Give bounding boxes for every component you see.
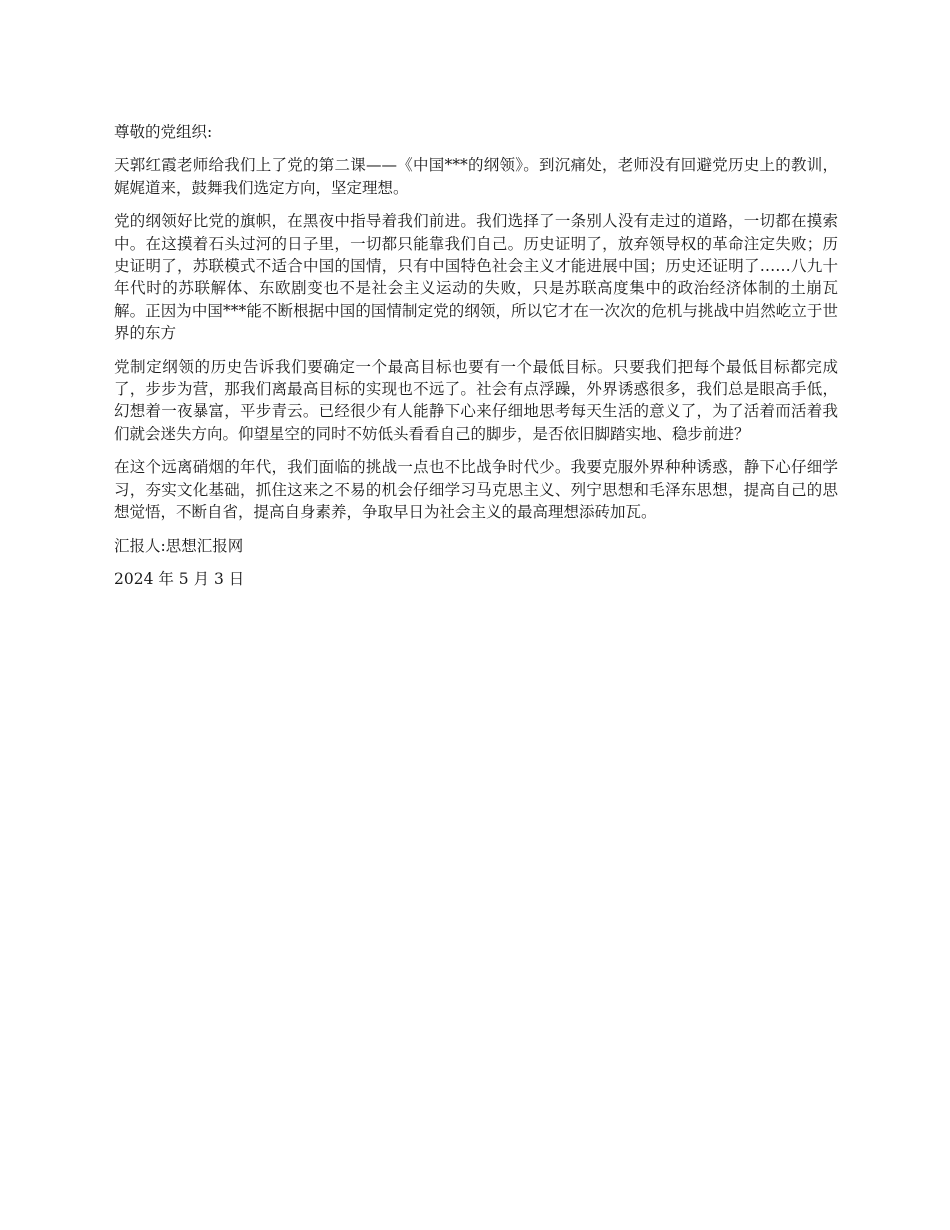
paragraph-1: 天郭红霞老师给我们上了党的第二课——《中国***的纲领》。到沉痛处，老师没有回避党历史上的教训，娓娓道来，鼓舞我们选定方向，坚定理想。 — [114, 156, 838, 197]
document-body — [114, 121, 838, 601]
paragraph-3: 党制定纲领的历史告诉我们要确定一个最高目标也要有一个最低目标。只要我们把每个最低目标都完成了，步步为营，那我们离最高目标的实现也不远了。社会有点浮躁，外界诱惑很多，我们总是眼高手低，幻想着一夜暴富，平步青云。已经很少有人能静下心来仔细地思考每天生活的意义了，为了活着而活着我们就会迷失方向。仰望星空的同时不妨低头看看自己的脚步，是否依旧脚踏实地、稳步前进？ — [114, 357, 838, 443]
signature: 汇报人:思想汇报网 — [114, 536, 244, 555]
date: 2024 年 5 月 3 日 — [114, 569, 245, 588]
salutation: 尊敬的党组织: — [114, 123, 213, 141]
paragraph-2: 党的纲领好比党的旗帜，在黑夜中指导着我们前进。我们选择了一条别人没有走过的道路，一切都在摸索中。在这摸着石头过河的日子里，一切都只能靠我们自己。历史证明了，放弃领导权的革命注定失败；历史证明了，苏联模式不适合中国的国情，只有中国特色社会主义才能进展中国；历史还证明了……八九十年代时的苏联解体、东欧剧变也不是社会主义运动的失败，只是苏联高度集中的政治经济体制的土崩瓦解。正因为中国***能不断根据中国的国情制定党的纲领，所以它才在一次次的危机与挑战中岿然屹立于世界的东方 — [114, 212, 838, 343]
paragraph-4: 在这个远离硝烟的年代，我们面临的挑战一点也不比战争时代少。我要克服外界种种诱惑，静下心仔细学习，夯实文化基础，抓住这来之不易的机会仔细学习马克思主义、列宁思想和毛泽东思想，提高自己的思想觉悟，不断自省，提高自身素养，争取早日为社会主义的最高理想添砖加瓦。 — [114, 458, 838, 522]
